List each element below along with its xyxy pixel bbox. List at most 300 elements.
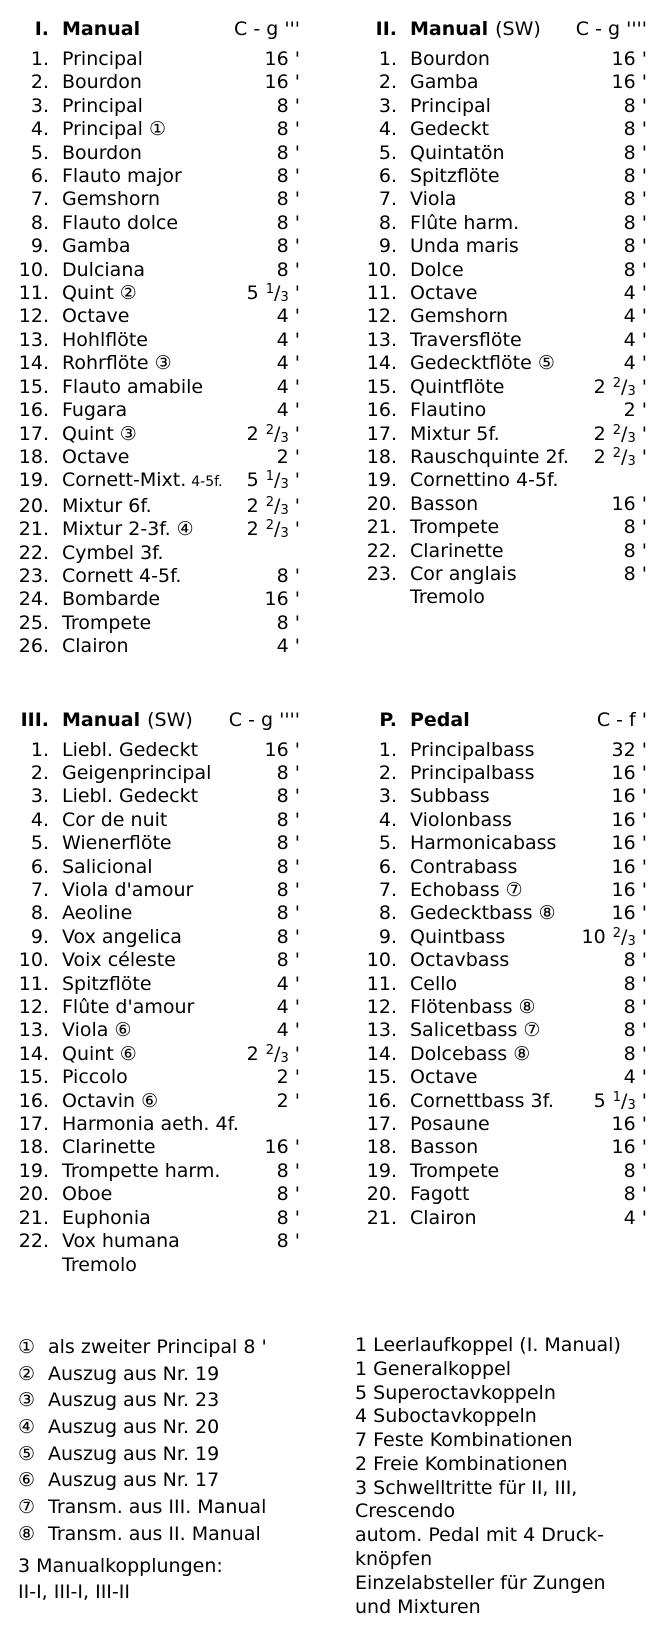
stop-row — [9, 352, 300, 375]
stop-pitch: 8 ' — [623, 516, 647, 539]
stop-row — [357, 235, 647, 258]
stop-name: Principalbass — [410, 761, 535, 784]
stop-number: 16. — [366, 399, 397, 422]
stop-number: 24. — [18, 588, 49, 611]
stop-name: Rauschquinte 2f. — [410, 445, 569, 468]
stop-name: Principalbass — [410, 738, 535, 761]
stop-pitch: 2 $^2/_3$ ' — [593, 375, 647, 399]
stop-number: 4. — [378, 808, 397, 831]
stop-number: 7. — [378, 879, 397, 901]
stop-name: Quintbass — [410, 925, 506, 948]
stop-pitch: 16 ' — [611, 902, 647, 925]
stop-pitch: 16 ' — [264, 1136, 300, 1159]
stop-name: Flauto amabile — [62, 375, 204, 398]
stop-name: Fagott — [410, 1183, 470, 1206]
stop-pitch: 8 ' — [623, 1183, 647, 1206]
stop-number: 13. — [366, 1019, 397, 1042]
stop-pitch: 8 ' — [623, 165, 647, 188]
stop-number: 14. — [18, 1042, 49, 1065]
stop-row — [357, 188, 647, 211]
stop-row — [9, 542, 300, 565]
stop-row — [9, 259, 300, 282]
stop-name: Viola d'amour — [62, 879, 194, 901]
stop-row — [357, 879, 647, 902]
stop-number: 3. — [378, 94, 397, 117]
stop-number: 16. — [18, 399, 49, 422]
division-title: Pedal — [410, 708, 470, 731]
footnote-mark: ⑥ — [18, 1469, 36, 1492]
stop-number: 25. — [18, 611, 49, 634]
accessory-line: autom. Pedal mit 4 Druck- — [355, 1524, 605, 1547]
stop-pitch: 8 ' — [623, 94, 647, 117]
stop-number: 5. — [378, 141, 397, 164]
stop-name: Cornettino 4-5f. — [410, 469, 559, 492]
stop-pitch: 16 ' — [611, 832, 647, 855]
stop-number: 5. — [30, 832, 49, 855]
stop-number: 20. — [366, 1183, 397, 1206]
stop-pitch: 8 ' — [623, 141, 647, 164]
division-header — [357, 16, 647, 42]
accessory-line: knöpfen — [355, 1548, 433, 1571]
stop-number: 15. — [18, 375, 49, 398]
stop-row — [9, 518, 300, 541]
stop-number: 16. — [366, 1089, 397, 1112]
stop-pitch: 8 ' — [276, 1206, 300, 1229]
stop-pitch: 8 ' — [276, 211, 300, 234]
stop-pitch: 8 ' — [623, 1042, 647, 1065]
stop-number: 16. — [18, 1089, 49, 1112]
stop-name: Octavin ⑥ — [62, 1089, 159, 1112]
stop-row — [9, 1066, 300, 1089]
stop-row — [9, 71, 300, 94]
stop-name: Mixtur 6f. — [62, 494, 152, 517]
stop-row — [9, 469, 300, 494]
stop-number: 21. — [366, 516, 397, 539]
division-numeral: III. — [20, 708, 49, 731]
stop-row — [9, 95, 300, 118]
stop-name: Octave — [62, 305, 130, 328]
stop-row — [357, 446, 647, 469]
stop-row — [357, 949, 647, 972]
stop-name: Cor de nuit — [62, 808, 168, 831]
accessory-line: 4 Suboctavkoppeln — [355, 1405, 537, 1428]
division-numeral: I. — [34, 18, 49, 40]
stop-number: 6. — [30, 855, 49, 878]
stop-row — [357, 352, 647, 375]
stop-name: Vox angelica — [62, 925, 182, 948]
stop-number: 13. — [18, 1019, 49, 1042]
couplers-title: 3 Manualkopplungen: — [18, 1554, 223, 1577]
stop-row — [357, 1160, 647, 1183]
stop-row — [357, 762, 647, 785]
stop-pitch: 10 $^2/_3$ ' — [581, 925, 647, 949]
footnote-row — [18, 1334, 320, 1361]
stop-name: Piccolo — [62, 1066, 128, 1089]
stop-number: 15. — [366, 1066, 397, 1089]
couplers-block — [18, 1553, 320, 1605]
stop-name: Gedecktflöte ⑤ — [410, 352, 555, 375]
stop-pitch: 2 $^2/_3$ ' — [246, 518, 300, 542]
stop-row — [9, 635, 300, 658]
stop-row — [357, 1207, 647, 1230]
stop-pitch: 16 ' — [611, 71, 647, 94]
division-header — [357, 707, 647, 733]
stop-pitch: 4 ' — [276, 972, 300, 995]
stop-name: Harmonicabass — [410, 832, 557, 855]
footnotes-block — [0, 1334, 330, 1605]
stop-row — [357, 973, 647, 996]
stop-name: Bourdon — [62, 71, 142, 94]
stop-number: 3. — [30, 785, 49, 808]
footnote-mark: ① — [18, 1335, 36, 1358]
stop-row — [9, 1230, 300, 1253]
stop-pitch: 8 ' — [276, 1159, 300, 1182]
stop-number: 1. — [378, 48, 397, 70]
stop-pitch: 8 ' — [276, 949, 300, 972]
division-header — [9, 707, 300, 733]
stop-row — [9, 949, 300, 972]
stop-row — [357, 376, 647, 399]
stop-number: 20. — [366, 492, 397, 515]
stop-name: Gemshorn — [62, 188, 161, 211]
stop-name: Basson — [410, 492, 479, 515]
stop-pitch: 4 ' — [276, 1019, 300, 1042]
stop-row — [9, 165, 300, 188]
stop-name: Subbass — [410, 785, 490, 808]
stop-number: 6. — [378, 855, 397, 878]
stop-number: 12. — [18, 996, 49, 1019]
stop-row — [357, 71, 647, 94]
stop-name: Flauto major — [62, 165, 182, 188]
stop-number: 2. — [378, 71, 397, 94]
stop-row — [357, 739, 647, 762]
stop-number: 11. — [366, 282, 397, 305]
stop-name: Voix céleste — [62, 949, 176, 972]
stop-pitch: 8 ' — [276, 141, 300, 164]
stop-pitch: 16 ' — [264, 48, 300, 70]
stop-row — [357, 1183, 647, 1206]
stop-row — [9, 612, 300, 635]
stop-row — [9, 1183, 300, 1206]
stop-number: 19. — [366, 469, 397, 492]
stop-pitch: 16 ' — [611, 808, 647, 831]
accessory-line: Einzelabsteller für Zungen — [355, 1571, 606, 1594]
stop-name: Viola ⑥ — [62, 1019, 132, 1042]
stop-pitch: 8 ' — [276, 1230, 300, 1253]
stop-row — [357, 586, 647, 609]
stop-number: 19. — [18, 1159, 49, 1182]
stop-pitch: 8 ' — [276, 785, 300, 808]
stop-number: 19. — [18, 469, 49, 492]
stop-name: Flauto dolce — [62, 211, 179, 234]
stop-name: Quintatön — [410, 141, 505, 164]
division-title: Manual (SW) — [410, 18, 541, 40]
stop-row — [357, 305, 647, 328]
division-compass: C - g '''' — [575, 18, 647, 40]
stop-number: 7. — [378, 188, 397, 211]
stop-number: 10. — [18, 258, 49, 281]
stop-row — [9, 785, 300, 808]
stop-pitch: 8 ' — [276, 832, 300, 855]
stop-name: Euphonia — [62, 1206, 151, 1229]
stop-number: 6. — [30, 165, 49, 188]
stop-row — [357, 259, 647, 282]
stop-name: Trompete — [62, 611, 152, 634]
stop-pitch: 4 ' — [623, 352, 647, 375]
stop-number: 7. — [30, 188, 49, 211]
stop-pitch: 8 ' — [276, 925, 300, 948]
stop-row — [357, 212, 647, 235]
stop-name: Harmonia aeth. 4f. — [62, 1113, 239, 1136]
division-compass: C - f ' — [596, 708, 647, 731]
stop-pitch: 8 ' — [276, 902, 300, 925]
stop-pitch: 8 ' — [623, 562, 647, 585]
stop-row — [357, 926, 647, 949]
stop-row — [357, 856, 647, 879]
stop-pitch: 8 ' — [276, 879, 300, 901]
stop-name: Cymbel 3f. — [62, 541, 164, 564]
stop-name: Unda maris — [410, 235, 519, 258]
stop-number: 15. — [18, 1066, 49, 1089]
stop-name: Gedecktbass ⑧ — [410, 902, 556, 925]
stop-pitch: 8 ' — [623, 118, 647, 141]
stop-row — [9, 376, 300, 399]
accessory-line: 1 Leerlaufkoppel (I. Manual) — [355, 1333, 621, 1356]
stop-number: 23. — [18, 564, 49, 587]
stop-name: Rohrflöte ③ — [62, 352, 172, 375]
stop-row — [9, 856, 300, 879]
stop-pitch: 8 ' — [276, 188, 300, 211]
stop-number: 4. — [30, 118, 49, 141]
stop-number: 13. — [366, 328, 397, 351]
stop-name: Octavbass — [410, 949, 510, 972]
division-qualifier: (SW) — [147, 708, 193, 731]
stop-number: 18. — [18, 445, 49, 468]
stop-pitch: 4 ' — [623, 305, 647, 328]
stop-row — [357, 118, 647, 141]
stop-name: Hohlflöte — [62, 328, 148, 351]
footnotes-list — [18, 1334, 320, 1548]
stop-pitch: 8 ' — [276, 761, 300, 784]
stop-row — [357, 95, 647, 118]
stop-pitch: 8 ' — [276, 165, 300, 188]
stop-number: 8. — [30, 211, 49, 234]
footnote-text: Auszug aus Nr. 23 — [48, 1389, 220, 1412]
stop-number: 18. — [366, 1136, 397, 1159]
stop-number: 12. — [366, 305, 397, 328]
stop-name: Aeoline — [62, 902, 133, 925]
stop-row — [357, 493, 647, 516]
stop-number: 4. — [30, 808, 49, 831]
stop-pitch: 4 ' — [276, 352, 300, 375]
stop-number: 3. — [378, 785, 397, 808]
stop-number: 13. — [18, 328, 49, 351]
stop-row — [9, 1160, 300, 1183]
stop-number: 22. — [18, 541, 49, 564]
stop-number: 21. — [366, 1206, 397, 1229]
division-title: Manual — [62, 18, 141, 40]
stop-pitch: 8 ' — [623, 258, 647, 281]
stop-name: Trompete — [410, 516, 500, 539]
footnote-text: Auszug aus Nr. 19 — [48, 1362, 220, 1385]
stop-number — [9, 1254, 49, 1277]
division-header — [9, 16, 300, 42]
stop-pitch: 8 ' — [623, 539, 647, 562]
stop-number: 5. — [30, 141, 49, 164]
stop-pitch: 16 ' — [264, 588, 300, 611]
stop-number: 8. — [378, 211, 397, 234]
stop-number: 26. — [18, 635, 49, 658]
footnote-mark: ⑧ — [18, 1522, 36, 1545]
stop-name: Octave — [410, 282, 478, 305]
footnote-text: Transm. aus III. Manual — [48, 1496, 267, 1519]
stop-pitch: 8 ' — [623, 996, 647, 1019]
stop-pitch: 16 ' — [611, 1113, 647, 1136]
stop-number: 17. — [366, 422, 397, 445]
stop-row — [357, 423, 647, 446]
stop-name: Principal — [62, 48, 143, 70]
stop-name: Salicetbass ⑦ — [410, 1019, 541, 1042]
stop-name: Salicional — [62, 855, 153, 878]
stop-pitch: 32 ' — [611, 738, 647, 761]
stop-name: Geigenprincipal — [62, 761, 212, 784]
stop-pitch: 5 $^1/_3$ ' — [246, 469, 300, 493]
stop-name: Cello — [410, 972, 458, 995]
stop-pitch: 8 ' — [276, 1183, 300, 1206]
accessory-line: 2 Freie Kombinationen — [355, 1452, 568, 1475]
stop-number: 9. — [378, 925, 397, 948]
stop-pitch: 16 ' — [611, 879, 647, 901]
stop-number: 9. — [378, 235, 397, 258]
stop-row — [357, 469, 647, 492]
stop-row — [357, 142, 647, 165]
stop-row — [9, 142, 300, 165]
stop-row — [357, 540, 647, 563]
stop-row — [357, 1043, 647, 1066]
footnote-row — [18, 1441, 320, 1468]
stop-pitch: 8 ' — [276, 258, 300, 281]
stop-row — [9, 588, 300, 611]
stop-row — [357, 165, 647, 188]
stop-name: Gedeckt — [410, 118, 490, 141]
stop-number: 11. — [366, 972, 397, 995]
stop-pitch: 2 ' — [623, 399, 647, 422]
stop-pitch: 16 ' — [611, 855, 647, 878]
stop-name: Flötenbass ⑧ — [410, 996, 536, 1019]
stop-name: Gamba — [62, 235, 131, 258]
footnote-row — [18, 1494, 320, 1521]
couplers-list: II-I, III-I, III-II — [18, 1580, 130, 1603]
stop-name: Contrabass — [410, 855, 518, 878]
stop-pitch: 8 ' — [623, 235, 647, 258]
stop-row — [9, 762, 300, 785]
footnote-text: Auszug aus Nr. 17 — [48, 1469, 220, 1492]
stop-row — [9, 879, 300, 902]
stop-row — [357, 1019, 647, 1042]
stop-name: Principal ① — [62, 118, 167, 141]
stop-pitch: 4 ' — [623, 1066, 647, 1089]
stop-pitch: 4 ' — [276, 328, 300, 351]
disposition-grid — [0, 16, 661, 1619]
stop-row — [9, 973, 300, 996]
accessory-line: und Mixturen — [355, 1595, 481, 1618]
stop-number: 2. — [30, 761, 49, 784]
stop-rank-count: 4-5f. — [191, 474, 223, 491]
stop-name: Trompette harm. — [62, 1159, 221, 1182]
stop-pitch: 2 $^2/_3$ ' — [246, 422, 300, 446]
footnote-row — [18, 1467, 320, 1494]
division-p — [330, 707, 661, 1231]
stop-number: 17. — [18, 422, 49, 445]
stop-row — [357, 516, 647, 539]
stop-name: Dolce — [410, 258, 464, 281]
stop-name: Vox humana — [62, 1230, 180, 1253]
stop-pitch: 8 ' — [276, 235, 300, 258]
stop-row — [357, 1113, 647, 1136]
stop-pitch: 8 ' — [276, 611, 300, 634]
stop-pitch: 8 ' — [623, 1159, 647, 1182]
footnote-mark: ③ — [18, 1389, 36, 1412]
division-iii — [0, 707, 330, 1277]
stop-number: 10. — [366, 949, 397, 972]
stop-name: Cor anglais — [410, 562, 517, 585]
stop-pitch: 4 ' — [623, 282, 647, 305]
stop-name: Echobass ⑦ — [410, 879, 523, 901]
accessory-line: 1 Generalkoppel — [355, 1357, 512, 1380]
stop-pitch: 8 ' — [276, 855, 300, 878]
stop-row — [9, 1136, 300, 1159]
stop-name: Flautino — [410, 399, 487, 422]
stop-row — [9, 1043, 300, 1066]
stop-number: 2. — [378, 761, 397, 784]
stop-row — [9, 1254, 300, 1277]
stop-number: 15. — [366, 375, 397, 398]
stop-pitch: 2 ' — [276, 1089, 300, 1112]
stop-number: 20. — [18, 1183, 49, 1206]
stop-row — [357, 996, 647, 1019]
stop-number: 23. — [366, 562, 397, 585]
stop-name: Principal — [62, 94, 143, 117]
stop-row — [9, 495, 300, 518]
stop-pitch: 4 ' — [623, 1206, 647, 1229]
stop-pitch: 4 ' — [276, 305, 300, 328]
stop-name: Bourdon — [62, 141, 142, 164]
stop-pitch: 4 ' — [276, 399, 300, 422]
stop-pitch: 8 ' — [623, 949, 647, 972]
stop-row — [9, 399, 300, 422]
stop-row — [9, 212, 300, 235]
stop-row — [9, 1090, 300, 1113]
stop-name: Liebl. Gedeckt — [62, 785, 199, 808]
stop-row — [9, 235, 300, 258]
stop-pitch: 16 ' — [264, 71, 300, 94]
stop-number: 1. — [378, 738, 397, 761]
stop-name: Bombarde — [62, 588, 161, 611]
stop-pitch: 2 $^2/_3$ ' — [246, 494, 300, 518]
stop-number: 14. — [366, 1042, 397, 1065]
stop-pitch: 8 ' — [276, 808, 300, 831]
footnote-text: Auszug aus Nr. 19 — [48, 1442, 220, 1465]
stop-pitch: 5 $^1/_3$ ' — [593, 1089, 647, 1113]
stop-row — [357, 832, 647, 855]
stop-number: 12. — [18, 305, 49, 328]
stop-pitch: 2 $^2/_3$ ' — [246, 1042, 300, 1066]
footnote-text: Auszug aus Nr. 20 — [48, 1416, 220, 1439]
stop-row — [9, 282, 300, 305]
stop-pitch: 4 ' — [623, 328, 647, 351]
stop-row — [357, 563, 647, 586]
division-i — [0, 16, 330, 659]
